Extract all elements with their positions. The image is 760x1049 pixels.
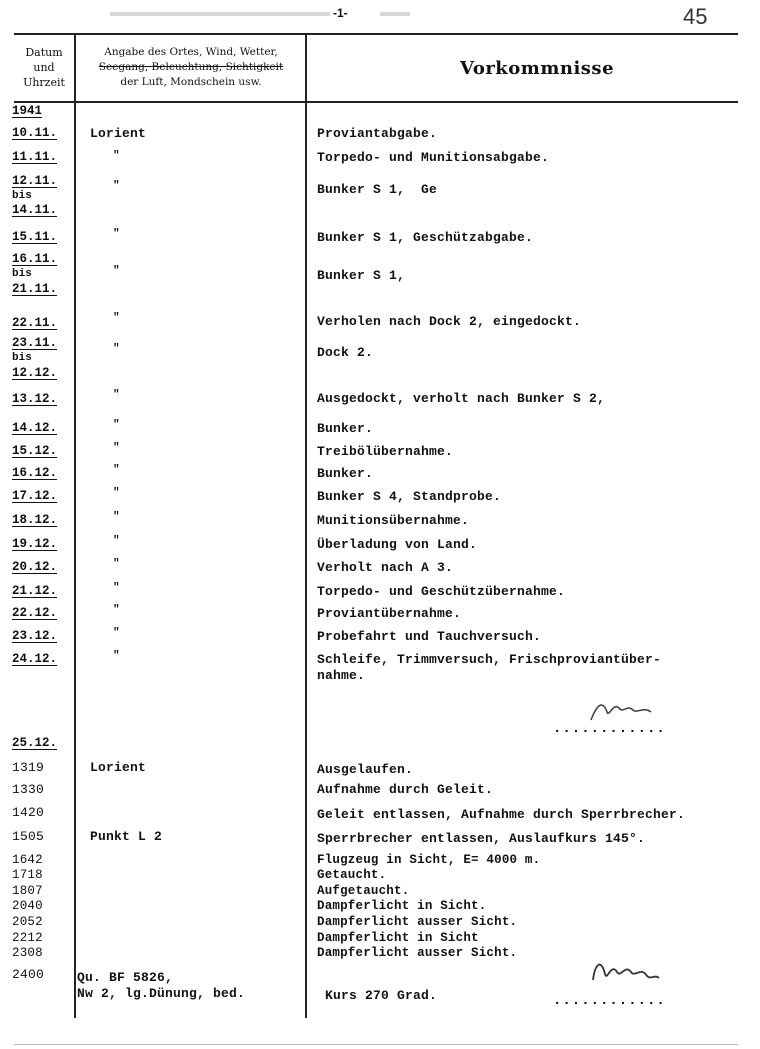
entry-date: 10.11. — [12, 126, 58, 140]
entry-time: 1330 — [12, 782, 45, 797]
entry-date-end: 14.11. — [12, 203, 58, 217]
entry-event: Bunker S 1, — [317, 268, 406, 283]
signature-dots: ............ — [553, 993, 666, 1009]
entry-event: Dock 2. — [317, 345, 374, 360]
ditto-mark: " — [113, 511, 120, 523]
entry-date: 14.12. — [12, 421, 58, 435]
ditto-mark: " — [113, 312, 120, 324]
entry-date: 11.11. — [12, 150, 58, 164]
entry-event: Ausgedockt, verholt nach Bunker S 2, — [317, 391, 606, 406]
entry-event: Dampferlicht in Sicht. — [317, 899, 487, 913]
entry-place: Lorient — [90, 760, 147, 775]
entry-time: 2308 — [12, 946, 43, 960]
entry-position: Qu. BF 5826, — [77, 970, 174, 985]
entry-event: Aufgetaucht. — [317, 884, 410, 898]
header-ort: Angabe des Ortes, Wind, Wetter, Seegang, Beleuchtung, Sichtigkeit der Luft, Mondschein usw. — [98, 46, 284, 88]
entry-time: 1642 — [12, 853, 43, 867]
entry-date: 23.12. — [12, 629, 58, 643]
entry-date: 13.12. — [12, 392, 58, 406]
entry-date: 20.12. — [12, 560, 58, 574]
entry-event: Kurs 270 Grad. — [325, 988, 438, 1003]
entry-date: 25.12. — [12, 736, 58, 750]
ditto-mark: " — [113, 582, 120, 594]
ditto-mark: " — [113, 604, 120, 616]
ditto-mark: " — [113, 627, 120, 639]
entry-event: Sperrbrecher entlassen, Auslaufkurs 145°. — [317, 831, 646, 846]
entry-date: 24.12. — [12, 652, 58, 666]
entry-event: Flugzeug in Sicht, E= 4000 m. — [317, 853, 541, 867]
signature-mark — [585, 950, 665, 990]
header-bottom-rule — [14, 101, 738, 103]
bottom-edge — [14, 1044, 738, 1045]
entry-event: Dampferlicht ausser Sicht. — [317, 946, 518, 960]
entry-event: Bunker S 4, Standprobe. — [317, 489, 502, 504]
entry-event: Getaucht. — [317, 868, 387, 882]
scan-smudge — [110, 12, 330, 16]
entry-date: 19.12. — [12, 537, 58, 551]
bis-label: bis — [12, 268, 32, 280]
entry-date: 15.11. — [12, 230, 58, 244]
entry-date: 22.11. — [12, 316, 58, 330]
entry-time: 2400 — [12, 967, 45, 982]
ditto-mark: " — [113, 150, 120, 162]
entry-event: Proviantabgabe. — [317, 126, 438, 141]
entry-date: 22.12. — [12, 606, 58, 620]
entry-date-end: 12.12. — [12, 366, 58, 380]
entry-event: Torpedo- und Munitionsabgabe. — [317, 150, 550, 165]
entry-event: Geleit entlassen, Aufnahme durch Sperrbrecher. — [317, 807, 686, 822]
entry-event: Schleife, Trimmversuch, Frischproviantüber- — [317, 652, 662, 667]
entry-time: 1807 — [12, 884, 43, 898]
page-number: 45 — [683, 4, 708, 29]
ditto-mark: " — [113, 419, 120, 431]
bis-label: bis — [12, 352, 32, 364]
entry-time: 1420 — [12, 805, 45, 820]
ditto-mark: " — [113, 464, 120, 476]
entry-date: 16.11. — [12, 252, 58, 266]
signature-dots: ............ — [553, 721, 666, 737]
entry-event: Bunker S 1, Ge — [317, 182, 438, 197]
entry-date: 23.11. — [12, 336, 58, 350]
entry-event: Dampferlicht ausser Sicht. — [317, 915, 518, 929]
entry-weather: Nw 2, lg.Dünung, bed. — [77, 986, 246, 1001]
entry-event: Verholen nach Dock 2, eingedockt. — [317, 314, 582, 329]
entry-time: 1718 — [12, 868, 43, 882]
entry-event: Bunker. — [317, 421, 374, 436]
entry-time: 2212 — [12, 931, 43, 945]
column-divider-1 — [74, 35, 76, 1018]
entry-event: Verholt nach A 3. — [317, 560, 454, 575]
entry-event: Probefahrt und Tauchversuch. — [317, 629, 542, 644]
ditto-mark: " — [113, 650, 120, 662]
page-marker: -1- — [333, 6, 348, 20]
entry-event: Dampferlicht in Sicht — [317, 931, 479, 945]
entry-event: Proviantübernahme. — [317, 606, 462, 621]
entry-event: Bunker. — [317, 466, 374, 481]
header-datum: Datum und Uhrzeit — [23, 46, 65, 89]
header-vorkommnisse: Vorkommnisse — [460, 58, 615, 79]
ditto-mark: " — [113, 228, 120, 240]
ditto-mark: " — [113, 265, 120, 277]
entry-time: 2052 — [12, 915, 43, 929]
ditto-mark: " — [113, 442, 120, 454]
entry-event: Torpedo- und Geschützübernahme. — [317, 584, 566, 599]
entry-time: 1319 — [12, 760, 45, 775]
entry-date: 16.12. — [12, 466, 58, 480]
entry-date: 21.12. — [12, 584, 58, 598]
year-label: 1941 — [12, 104, 43, 118]
ditto-mark: " — [113, 389, 120, 401]
entry-date: 12.11. — [12, 174, 58, 188]
entry-date-end: 21.11. — [12, 282, 58, 296]
ditto-mark: " — [113, 558, 120, 570]
entry-event: Aufnahme durch Geleit. — [317, 782, 494, 797]
ditto-mark: " — [113, 343, 120, 355]
bis-label: bis — [12, 190, 32, 202]
scan-smudge — [380, 12, 410, 16]
entry-place: Punkt L 2 — [90, 829, 163, 844]
entry-time: 2040 — [12, 899, 43, 913]
ditto-mark: " — [113, 180, 120, 192]
ditto-mark: " — [113, 535, 120, 547]
entry-date: 17.12. — [12, 489, 58, 503]
entry-event: Treibölübernahme. — [317, 444, 454, 459]
entry-event: Bunker S 1, Geschützabgabe. — [317, 230, 534, 245]
entry-event: Munitionsübernahme. — [317, 513, 470, 528]
entry-event-continued: nahme. — [317, 668, 366, 683]
ditto-mark: " — [113, 487, 120, 499]
entry-event: Ausgelaufen. — [317, 762, 414, 777]
column-divider-2 — [305, 35, 307, 1018]
entry-event: Überladung von Land. — [317, 537, 478, 552]
entry-place: Lorient — [90, 126, 147, 141]
entry-time: 1505 — [12, 829, 45, 844]
entry-date: 18.12. — [12, 513, 58, 527]
header-top-rule — [14, 33, 738, 35]
entry-date: 15.12. — [12, 444, 58, 458]
